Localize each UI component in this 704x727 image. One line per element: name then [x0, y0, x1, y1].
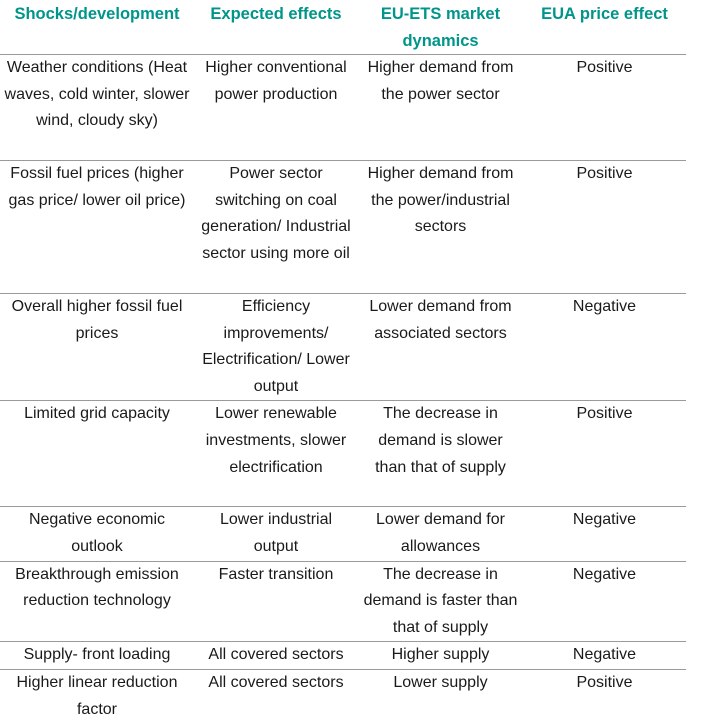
- cell-dynamics: Higher supply: [358, 642, 523, 670]
- table-row: [0, 294, 686, 401]
- cell-price: Negative: [523, 642, 686, 670]
- header-shocks-development: Shocks/development: [0, 0, 194, 55]
- cell-dynamics: Higher demand from the power sector: [358, 55, 523, 161]
- cell-dynamics: Lower demand from associated sectors: [358, 294, 523, 401]
- cell-shock: Supply- front loading: [0, 642, 194, 670]
- cell-price: Positive: [523, 401, 686, 507]
- cell-shock: Fossil fuel prices (higher gas price/ lower oil price): [0, 161, 194, 294]
- header-row: [0, 0, 686, 55]
- cell-shock: Limited grid capacity: [0, 401, 194, 507]
- table-row: [0, 561, 686, 642]
- cell-dynamics: The decrease in demand is slower than that of supply: [358, 401, 523, 507]
- cell-shock: Overall higher fossil fuel prices: [0, 294, 194, 401]
- cell-price: Negative: [523, 507, 686, 561]
- cell-price: Positive: [523, 161, 686, 294]
- cell-shock: Higher linear reduction factor: [16, 674, 178, 718]
- cell-effects: Efficiency improvements/ Electrification/ Lower output: [194, 294, 358, 401]
- cell-price: Positive: [576, 674, 633, 692]
- cell-price: Negative: [523, 561, 686, 642]
- cell-effects: Power sector switching on coal generation/ Industrial sector using more oil: [194, 161, 358, 294]
- table-row: [0, 670, 686, 727]
- table-row: [0, 401, 686, 507]
- cell-effects: All covered sectors: [208, 674, 344, 692]
- cell-shock: Weather conditions (Heat waves, cold winter, slower wind, cloudy sky): [0, 55, 194, 161]
- cell-dynamics: Higher demand from the power/industrial sectors: [358, 161, 523, 294]
- table-row: [0, 642, 686, 670]
- header-market-dynamics: EU-ETS market dynamics: [358, 0, 523, 55]
- cell-effects: Lower renewable investments, slower electrification: [194, 401, 358, 507]
- cell-effects: Faster transition: [194, 561, 358, 642]
- cell-shock: Negative economic outlook: [0, 507, 194, 561]
- cell-effects: Higher conventional power production: [194, 55, 358, 161]
- table-row: [0, 161, 686, 294]
- header-eua-price-effect: EUA price effect: [523, 0, 686, 55]
- table-row: [0, 55, 686, 161]
- table-row: [0, 507, 686, 561]
- header-expected-effects: Expected effects: [194, 0, 358, 55]
- cell-dynamics: Lower demand for allowances: [358, 507, 523, 561]
- cell-effects: All covered sectors: [194, 642, 358, 670]
- cell-shock: Breakthrough emission reduction technology: [0, 561, 194, 642]
- cell-price: Negative: [523, 294, 686, 401]
- cell-dynamics: The decrease in demand is faster than that of supply: [358, 561, 523, 642]
- cell-effects: Lower industrial output: [194, 507, 358, 561]
- cell-price: Positive: [523, 55, 686, 161]
- cell-dynamics: Lower supply: [393, 674, 488, 692]
